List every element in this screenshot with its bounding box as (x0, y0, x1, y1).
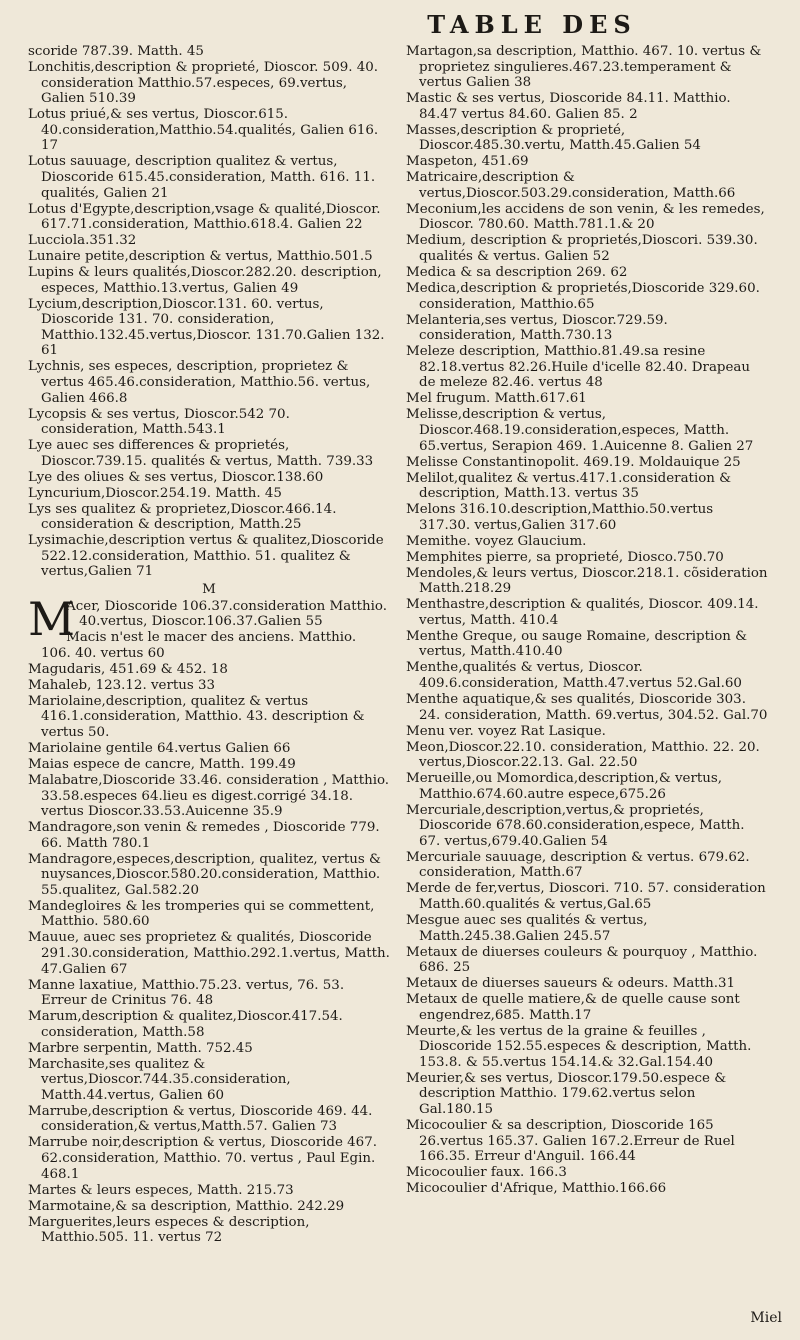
index-entry: Micocoulier & sa description, Dioscoride 165 26.vertus 165.37. Galien 167.2.Erreur de Ruel 166.35. Erreur d'Anguil. 166.44 (406, 1118, 735, 1165)
index-entry: Memphites pierre, sa proprieté, Diosco.750.70 (406, 549, 724, 565)
index-entry: Memithe. voyez Glaucium. (406, 533, 587, 549)
index-entry: Marbre serpentin, Matth. 752.45 (28, 1040, 253, 1056)
index-entry: Lychnis, ses especes, description, proprietez & vertus 465.46.consideration, Matthio.56. vertus, Galien 466.8 (28, 359, 371, 406)
index-entry: Melilot,qualitez & vertus.417.1.consideration & description, Matth.13. vertus 35 (406, 470, 732, 502)
left-entries-m (28, 630, 390, 1246)
index-entry: Lunaire petite,description & vertus, Matthio.501.5 (28, 249, 373, 265)
index-entry: Mandragore,son venin & remedes , Dioscoride 779. 66. Matth 780.1 (28, 820, 380, 851)
index-entry: Mariolaine,description, qualitez & vertus 416.1.consideration, Matthio. 43. description & vertus 50. (28, 693, 365, 740)
index-entry: Lotus priué,& ses vertus, Dioscor.615. 40.consideration,Matthio.54.qualités, Galien 616. 17 (28, 107, 379, 154)
index-entry: Mahaleb, 123.12. vertus 33 (28, 677, 216, 693)
index-entry: Metaux de quelle matiere,& de quelle cause sont engendrez,685. Matth.17 (406, 992, 740, 1023)
index-entry: Meconium,les accidens de son venin, & les remedes, Dioscor. 780.60. Matth.781.1.& 20 (406, 201, 765, 233)
index-entry: Mastic & ses vertus, Dioscoride 84.11. Matthio. 84.47 vertus 84.60. Galien 85. 2 (406, 91, 731, 122)
index-entry: scoride 787.39. Matth. 45 (28, 44, 204, 59)
index-entry: Marguerites,leurs especes & description, Matthio.505. 11. vertus 72 (28, 1214, 310, 1246)
index-entry: Metaux de diuerses couleurs & pourquoy , Matthio. 686. 25 (406, 944, 758, 976)
catchword: Miel (750, 1310, 782, 1326)
index-entry: Lye auec ses differences & proprietés, Dioscor.739.15. qualités & vertus, Matth. 739.33 (28, 438, 374, 469)
section-letter: M (202, 582, 216, 598)
index-entry: Mandragore,especes,description, qualitez, vertus & nuysances,Dioscor.580.20.consideration, Matthio. 55.qualitez, Gal.582.20 (28, 851, 381, 898)
index-entry: Maspeton, 451.69 (406, 154, 529, 170)
index-entry: Lupins & leurs qualités,Dioscor.282.20. description, especes, Matthio.13.vertus, Galien 49 (28, 265, 382, 296)
index-entry: Marum,description & qualitez,Dioscor.417.54. consideration, Matth.58 (28, 1009, 343, 1040)
running-header: TABLE DES (427, 10, 637, 39)
index-entry: Marmotaine,& sa description, Matthio. 242.29 (28, 1198, 345, 1214)
index-entry: Meurier,& ses vertus, Dioscor.179.50.espece & description Matthio. 179.62.vertus selon Gal.180.15 (406, 1070, 727, 1118)
index-entry: Medica,description & proprietés,Dioscoride 329.60. consideration, Matthio.65 (406, 281, 760, 312)
index-entry: Melons 316.10.description,Matthio.50.vertus 317.30. vertus,Galien 317.60 (406, 502, 714, 533)
index-entry: Melanteria,ses vertus, Dioscor.729.59. consideration, Matth.730.13 (406, 312, 668, 344)
left-entries-l (28, 44, 390, 580)
dropcap-entry-text: Acer, Dioscoride 106.37.consideration Matthio. 40.vertus, Dioscor.106.37.Galien 55 (66, 598, 387, 630)
index-entry: Menthe Greque, ou sauge Romaine, description & vertus, Matth.410.40 (406, 628, 748, 660)
index-entry: Lycopsis & ses vertus, Dioscor.542 70. consideration, Matth.543.1 (28, 406, 290, 438)
index-entry: Mauue, auec ses proprietez & qualités, Dioscoride 291.30.consideration, Matthio.292.1.vertus, Matth. 47.Galien 67 (28, 930, 390, 977)
index-entry: Lotus sauuage, description qualitez & vertus, Dioscoride 615.45.consideration, Matth. 616. 11. qualités, Galien 21 (28, 154, 376, 201)
index-entry: Martes & leurs especes, Matth. 215.73 (28, 1182, 294, 1198)
index-entry: Merueille,ou Momordica,description,& vertus, Matthio.674.60.autre espece,675.26 (406, 771, 723, 802)
index-entry: Meurte,& les vertus de la graine & feuilles , Dioscoride 152.55.especes & description, Matth. 153.8. & 55.vertus 154.14.& 32.Gal.154.40 (406, 1023, 752, 1070)
index-entry: Lonchitis,description & proprieté, Dioscor. 509. 40. consideration Matthio.57.especes, 69.vertus, Galien 510.39 (28, 59, 379, 107)
index-entry: Mel frugum. Matth.617.61 (406, 391, 587, 407)
index-entry: Mandegloires & les tromperies qui se commettent, Matthio. 580.60 (28, 898, 375, 930)
index-entry: Lys ses qualitez & proprietez,Dioscor.466.14. consideration & description, Matth.25 (28, 501, 337, 533)
index-entry: Magudaris, 451.69 & 452. 18 (28, 661, 228, 677)
index-entry: Mendoles,& leurs vertus, Dioscor.218.1. cõsideration Matth.218.29 (406, 565, 768, 597)
right-column (406, 44, 768, 1246)
index-entry: Lycium,description,Dioscor.131. 60. vertus, Dioscoride 131. 70. consideration, Matthio.132.45.vertus,Dioscor. 131.70.Galien 132. 61 (28, 296, 385, 359)
index-entry: Matricaire,description & vertus,Dioscor.503.29.consideration, Matth.66 (406, 170, 736, 201)
index-entry: Menthe,qualités & vertus, Dioscor. 409.6.consideration, Matth.47.vertus 52.Gal.60 (406, 660, 742, 691)
index-entry: Manne laxatiue, Matthio.75.23. vertus, 76. 53. Erreur de Crinitus 76. 48 (28, 977, 345, 1009)
index-entry: Mercuriale,description,vertus,& proprietés, Dioscoride 678.60.consideration,espece, Matth. 67. vertus,679.40.Galien 54 (406, 802, 745, 849)
index-entry: Medica & sa description 269. 62 (406, 265, 628, 281)
drop-capital: M (28, 591, 76, 646)
index-entry: Melisse,description & vertus, Dioscor.468.19.consideration,especes, Matth. 65.vertus, Serapion 469. 1.Auicenne 8. Galien 27 (406, 407, 754, 454)
index-entry: Lucciola.351.32 (28, 233, 137, 249)
index-entry: Meon,Dioscor.22.10. consideration, Matthio. 22. 20. vertus,Dioscor.22.13. Gal. 22.50 (406, 739, 760, 771)
index-entry: Lyncurium,Dioscor.254.19. Matth. 45 (28, 485, 282, 501)
index-entry: Menu ver. voyez Rat Lasique. (406, 723, 606, 739)
index-entry: Menthastre,description & qualités, Dioscor. 409.14. vertus, Matth. 410.4 (406, 597, 759, 628)
index-entry: Marchasite,ses qualitez & vertus,Dioscor.744.35.consideration, Matth.44.vertus, Galien 60 (28, 1056, 291, 1103)
index-entry: Maias espece de cancre, Matth. 199.49 (28, 756, 296, 772)
index-entry: Lotus d'Egypte,description,vsage & qualité,Dioscor. 617.71.consideration, Matthio.618.4. Galien 22 (28, 201, 381, 233)
index-entry: Mercuriale sauuage, description & vertus. 679.62. consideration, Matth.67 (406, 849, 750, 881)
index-entry: Masses,description & proprieté, Dioscor.485.30.vertu, Matth.45.Galien 54 (406, 122, 701, 154)
index-entry: Mariolaine gentile 64.vertus Galien 66 (28, 740, 291, 756)
index-entry: Mesgue auec ses qualités & vertus, Matth.245.38.Galien 245.57 (406, 912, 648, 944)
index-entry: Melisse Constantinopolit. 469.19. Moldauique 25 (406, 454, 741, 470)
index-entry: Lysimachie,description vertus & qualitez,Dioscoride 522.12.consideration, Matthio. 51. qualitez & vertus,Galien 71 (28, 533, 384, 580)
index-entry: Meleze description, Matthio.81.49.sa resine 82.18.vertus 82.26.Huile d'icelle 82.40. Drapeau de meleze 82.46. vertus 48 (406, 344, 751, 391)
index-entry: Medium, description & proprietés,Dioscori. 539.30. qualités & vertus. Galien 52 (406, 233, 758, 265)
left-column (28, 44, 390, 1246)
index-entry: Malabatre,Dioscoride 33.46. consideration , Matthio. 33.58.especes 64.lieu es digest.corrigé 34.18. vertus Dioscor.33.53.Auicenne 35.9 (28, 772, 390, 820)
index-entry: Macis n'est le macer des anciens. Matthio. 106. 40. vertus 60 (41, 630, 357, 661)
index-entry: Micocoulier d'Afrique, Matthio.166.66 (406, 1181, 667, 1197)
index-columns (28, 44, 786, 1246)
index-entry: Menthe aquatique,& ses qualités, Dioscoride 303. 24. consideration, Matth. 69.vertus, 304.52. Gal.70 (406, 691, 768, 723)
index-entry: Marrube,description & vertus, Dioscoride 469. 44. consideration,& vertus,Matth.57. Galien 73 (28, 1103, 373, 1135)
index-entry: Merde de fer,vertus, Dioscori. 710. 57. consideration Matth.60.qualités & vertus,Gal.65 (406, 881, 766, 912)
index-entry: Martagon,sa description, Matthio. 467. 10. vertus & proprietez singulieres.467.23.temperament & vertus Galien 38 (406, 44, 762, 91)
index-entry: Metaux de diuerses saueurs & odeurs. Matth.31 (406, 976, 735, 992)
index-entry: Marrube noir,description & vertus, Dioscoride 467. 62.consideration, Matthio. 70. vertus , Paul Egin. 468.1 (28, 1135, 377, 1182)
index-entry: Lye des oliues & ses vertus, Dioscor.138.60 (28, 469, 324, 485)
index-entry: Micocoulier faux. 166.3 (406, 1165, 567, 1181)
